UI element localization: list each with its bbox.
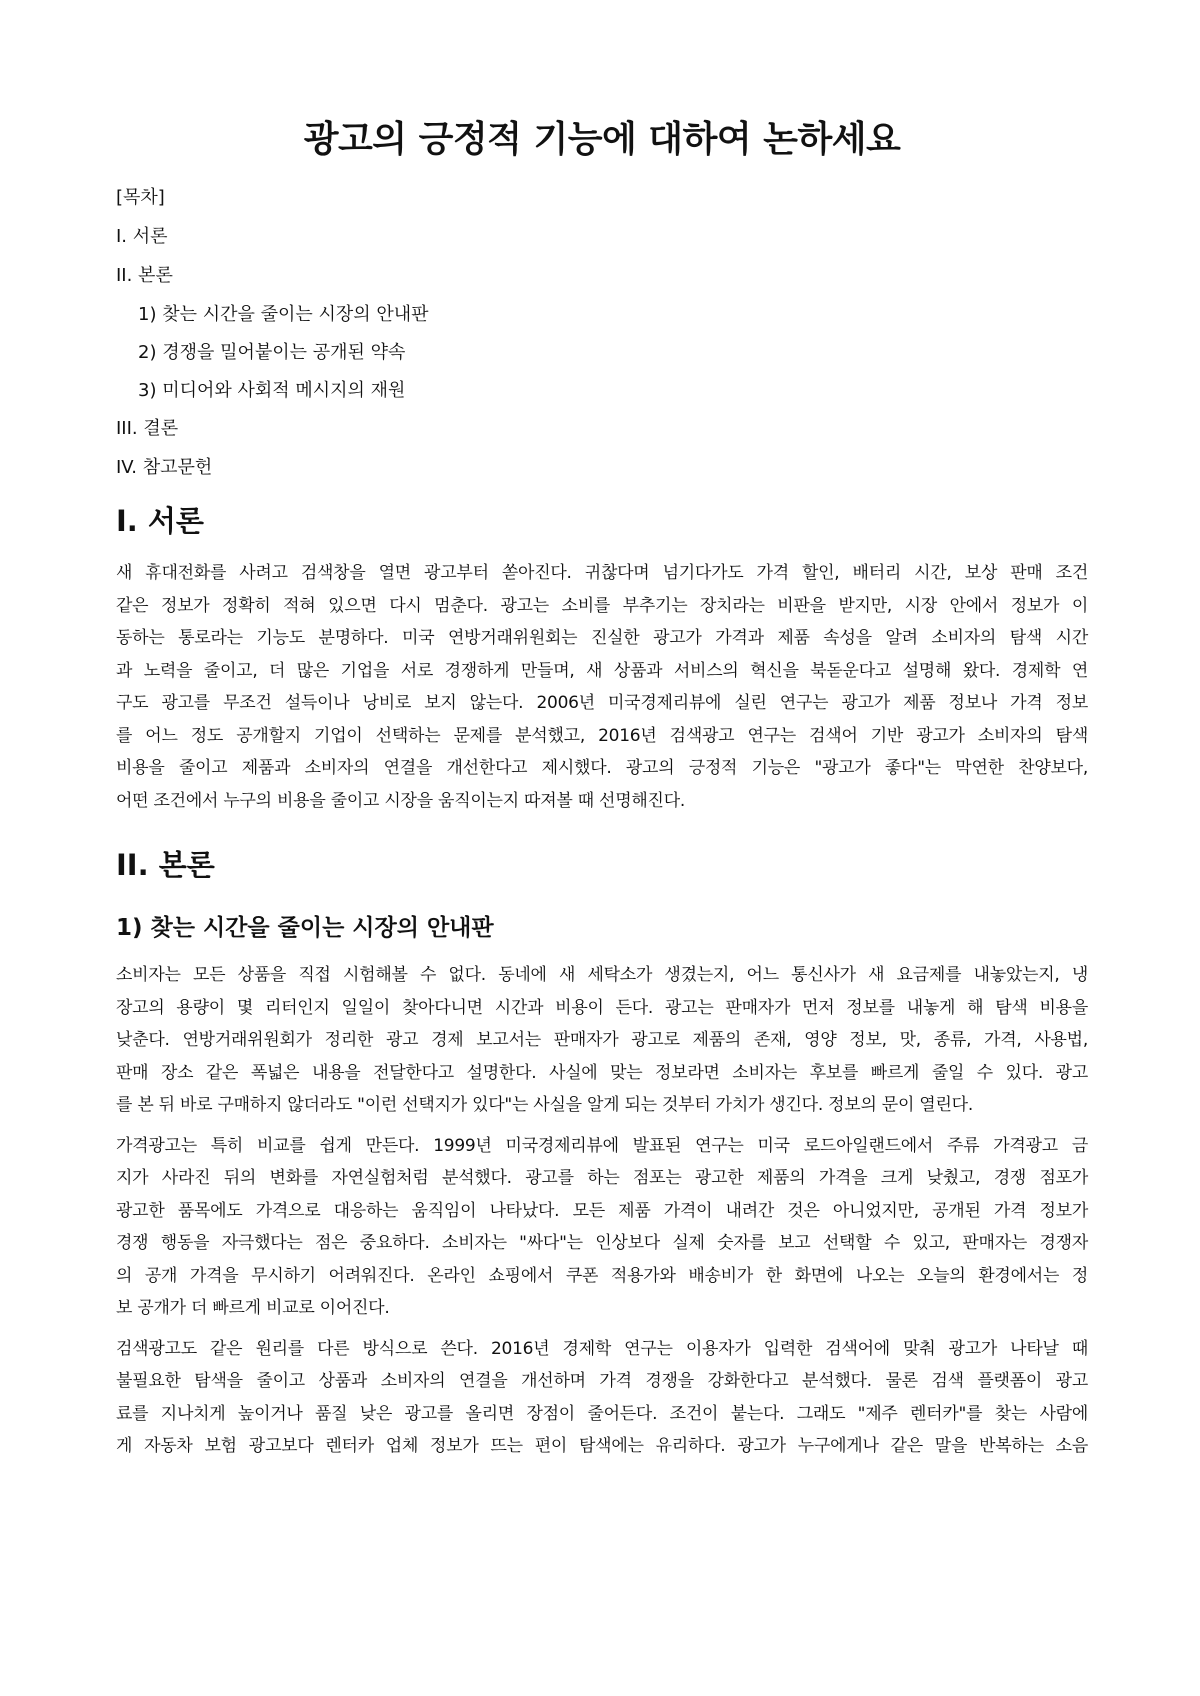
paragraph-line: 소비자는 모든 상품을 직접 시험해볼 수 없다. 동네에 새 세탁소가 생겼는지, 어느 통신사가 새 요금제를 내놓았는지, 냉 [116, 965, 1088, 986]
paragraph-line: 과 노력을 줄이고, 더 많은 기업을 서로 경쟁하게 만들며, 새 상품과 서비스의 혁신을 북돋운다고 설명해 왔다. 경제학 연 [116, 660, 1088, 681]
toc-item-body-2: 2) 경쟁을 밀어붙이는 공개된 약속 [138, 342, 406, 364]
toc-item-references: IV. 참고문헌 [116, 457, 213, 479]
toc-item-intro: I. 서론 [116, 226, 168, 248]
paragraph-line: 가격광고는 특히 비교를 쉽게 만든다. 1999년 미국경제리뷰에 발표된 연구는 미국 로드아일랜드에서 주류 가격광고 금 [116, 1135, 1088, 1156]
paragraph-line: 보 공개가 더 빠르게 비교로 이어진다. [116, 1298, 390, 1319]
toc-item-body-3: 3) 미디어와 사회적 메시지의 재원 [138, 380, 406, 402]
section-1-paragraph-2 [116, 1130, 1088, 1325]
paragraph-line: 를 본 뒤 바로 구매하지 않더라도 "이런 선택지가 있다"는 사실을 알게 되는 것부터 가치가 생긴다. 정보의 문이 열린다. [116, 1095, 973, 1116]
paragraph-line: 료를 지나치게 높이거나 품질 낮은 광고를 올리면 장점이 줄어든다. 조건이 붙는다. 그래도 "제주 렌터카"를 찾는 사람에 [116, 1403, 1088, 1424]
paragraph-line: 새 휴대전화를 사려고 검색창을 열면 광고부터 쏟아진다. 귀찮다며 넘기다가도 가격 할인, 배터리 시간, 보상 판매 조건 [116, 563, 1088, 584]
paragraph-line: 광고한 품목에도 가격으로 대응하는 움직임이 나타났다. 모든 제품 가격이 내려간 것은 아니었지만, 공개된 가격 정보가 [116, 1200, 1088, 1221]
paragraph-line: 경쟁 행동을 자극했다는 점은 중요하다. 소비자는 "싸다"는 인상보다 실제 숫자를 보고 선택할 수 있고, 판매자는 경쟁자 [116, 1233, 1088, 1254]
paragraph-line: 게 자동차 보험 광고보다 렌터카 업체 정보가 뜨는 편이 탐색에는 유리하다. 광고가 누구에게나 같은 말을 반복하는 소음 [116, 1436, 1088, 1457]
paragraph-line: 같은 정보가 정확히 적혀 있으면 다시 멈춘다. 광고는 소비를 부추기는 장치라는 비판을 받지만, 시장 안에서 정보가 이 [116, 595, 1088, 616]
toc-item-conclusion: III. 결론 [116, 418, 179, 440]
paragraph-line: 비용을 줄이고 제품과 소비자의 연결을 개선한다고 제시했다. 광고의 긍정적 기능은 "광고가 좋다"는 막연한 찬양보다, [116, 758, 1088, 779]
paragraph-line: 장고의 용량이 몇 리터인지 일일이 찾아다니면 시간과 비용이 든다. 광고는 판매자가 먼저 정보를 내놓게 해 탐색 비용을 [116, 997, 1088, 1018]
paragraph-line: 어떤 조건에서 누구의 비용을 줄이고 시장을 움직이는지 따져볼 때 선명해진다. [116, 790, 686, 811]
paragraph-line: 지가 사라진 뒤의 변화를 자연실험처럼 분석했다. 광고를 하는 점포는 광고한 제품의 가격을 크게 낮췄고, 경쟁 점포가 [116, 1168, 1088, 1189]
paragraph-line: 검색광고도 같은 원리를 다른 방식으로 쓴다. 2016년 경제학 연구는 이용자가 입력한 검색어에 맞춰 광고가 나타날 때 [116, 1338, 1088, 1359]
paragraph-line: 를 어느 정도 공개할지 기업이 선택하는 문제를 분석했고, 2016년 검색광고 연구는 검색어 기반 광고가 소비자의 탐색 [116, 725, 1088, 746]
toc-item-body-1: 1) 찾는 시간을 줄이는 시장의 안내판 [138, 304, 429, 326]
paragraph-line: 낮춘다. 연방거래위원회가 정리한 광고 경제 보고서는 판매자가 광고로 제품의 존재, 영양 정보, 맛, 종류, 가격, 사용법, [116, 1030, 1088, 1051]
section-1-paragraph-1 [116, 959, 1088, 1122]
body-heading: II. 본론 [116, 848, 215, 883]
paragraph-line: 구도 광고를 무조건 설득이나 낭비로 보지 않는다. 2006년 미국경제리뷰에 실린 연구는 광고가 제품 정보나 가격 정보 [116, 693, 1088, 714]
paragraph-line: 판매 장소 같은 폭넓은 내용을 전달한다고 설명한다. 사실에 맞는 정보라면 소비자는 후보를 빠르게 줄일 수 있다. 광고 [116, 1062, 1088, 1083]
table-of-contents [116, 187, 1088, 479]
toc-heading: [목차] [116, 187, 165, 209]
paragraph-line: 의 공개 가격을 무시하기 어려워진다. 온라인 쇼핑에서 쿠폰 적용가와 배송비가 한 화면에 나오는 오늘의 환경에서는 정 [116, 1265, 1088, 1286]
toc-item-body: II. 본론 [116, 265, 173, 287]
section-1-heading: 1) 찾는 시간을 줄이는 시장의 안내판 [116, 915, 494, 942]
section-1-paragraph-3 [116, 1333, 1088, 1463]
paragraph-line: 동하는 통로라는 기능도 분명하다. 미국 연방거래위원회는 진실한 광고가 가격과 제품 속성을 알려 소비자의 탐색 시간 [116, 628, 1088, 649]
intro-paragraph [116, 557, 1088, 817]
paragraph-line: 불필요한 탐색을 줄이고 상품과 소비자의 연결을 개선하며 가격 경쟁을 강화한다고 분석했다. 물론 검색 플랫폼이 광고 [116, 1371, 1088, 1392]
intro-heading: I. 서론 [116, 504, 204, 539]
document-title: 광고의 긍정적 기능에 대하여 논하세요 [303, 119, 901, 160]
